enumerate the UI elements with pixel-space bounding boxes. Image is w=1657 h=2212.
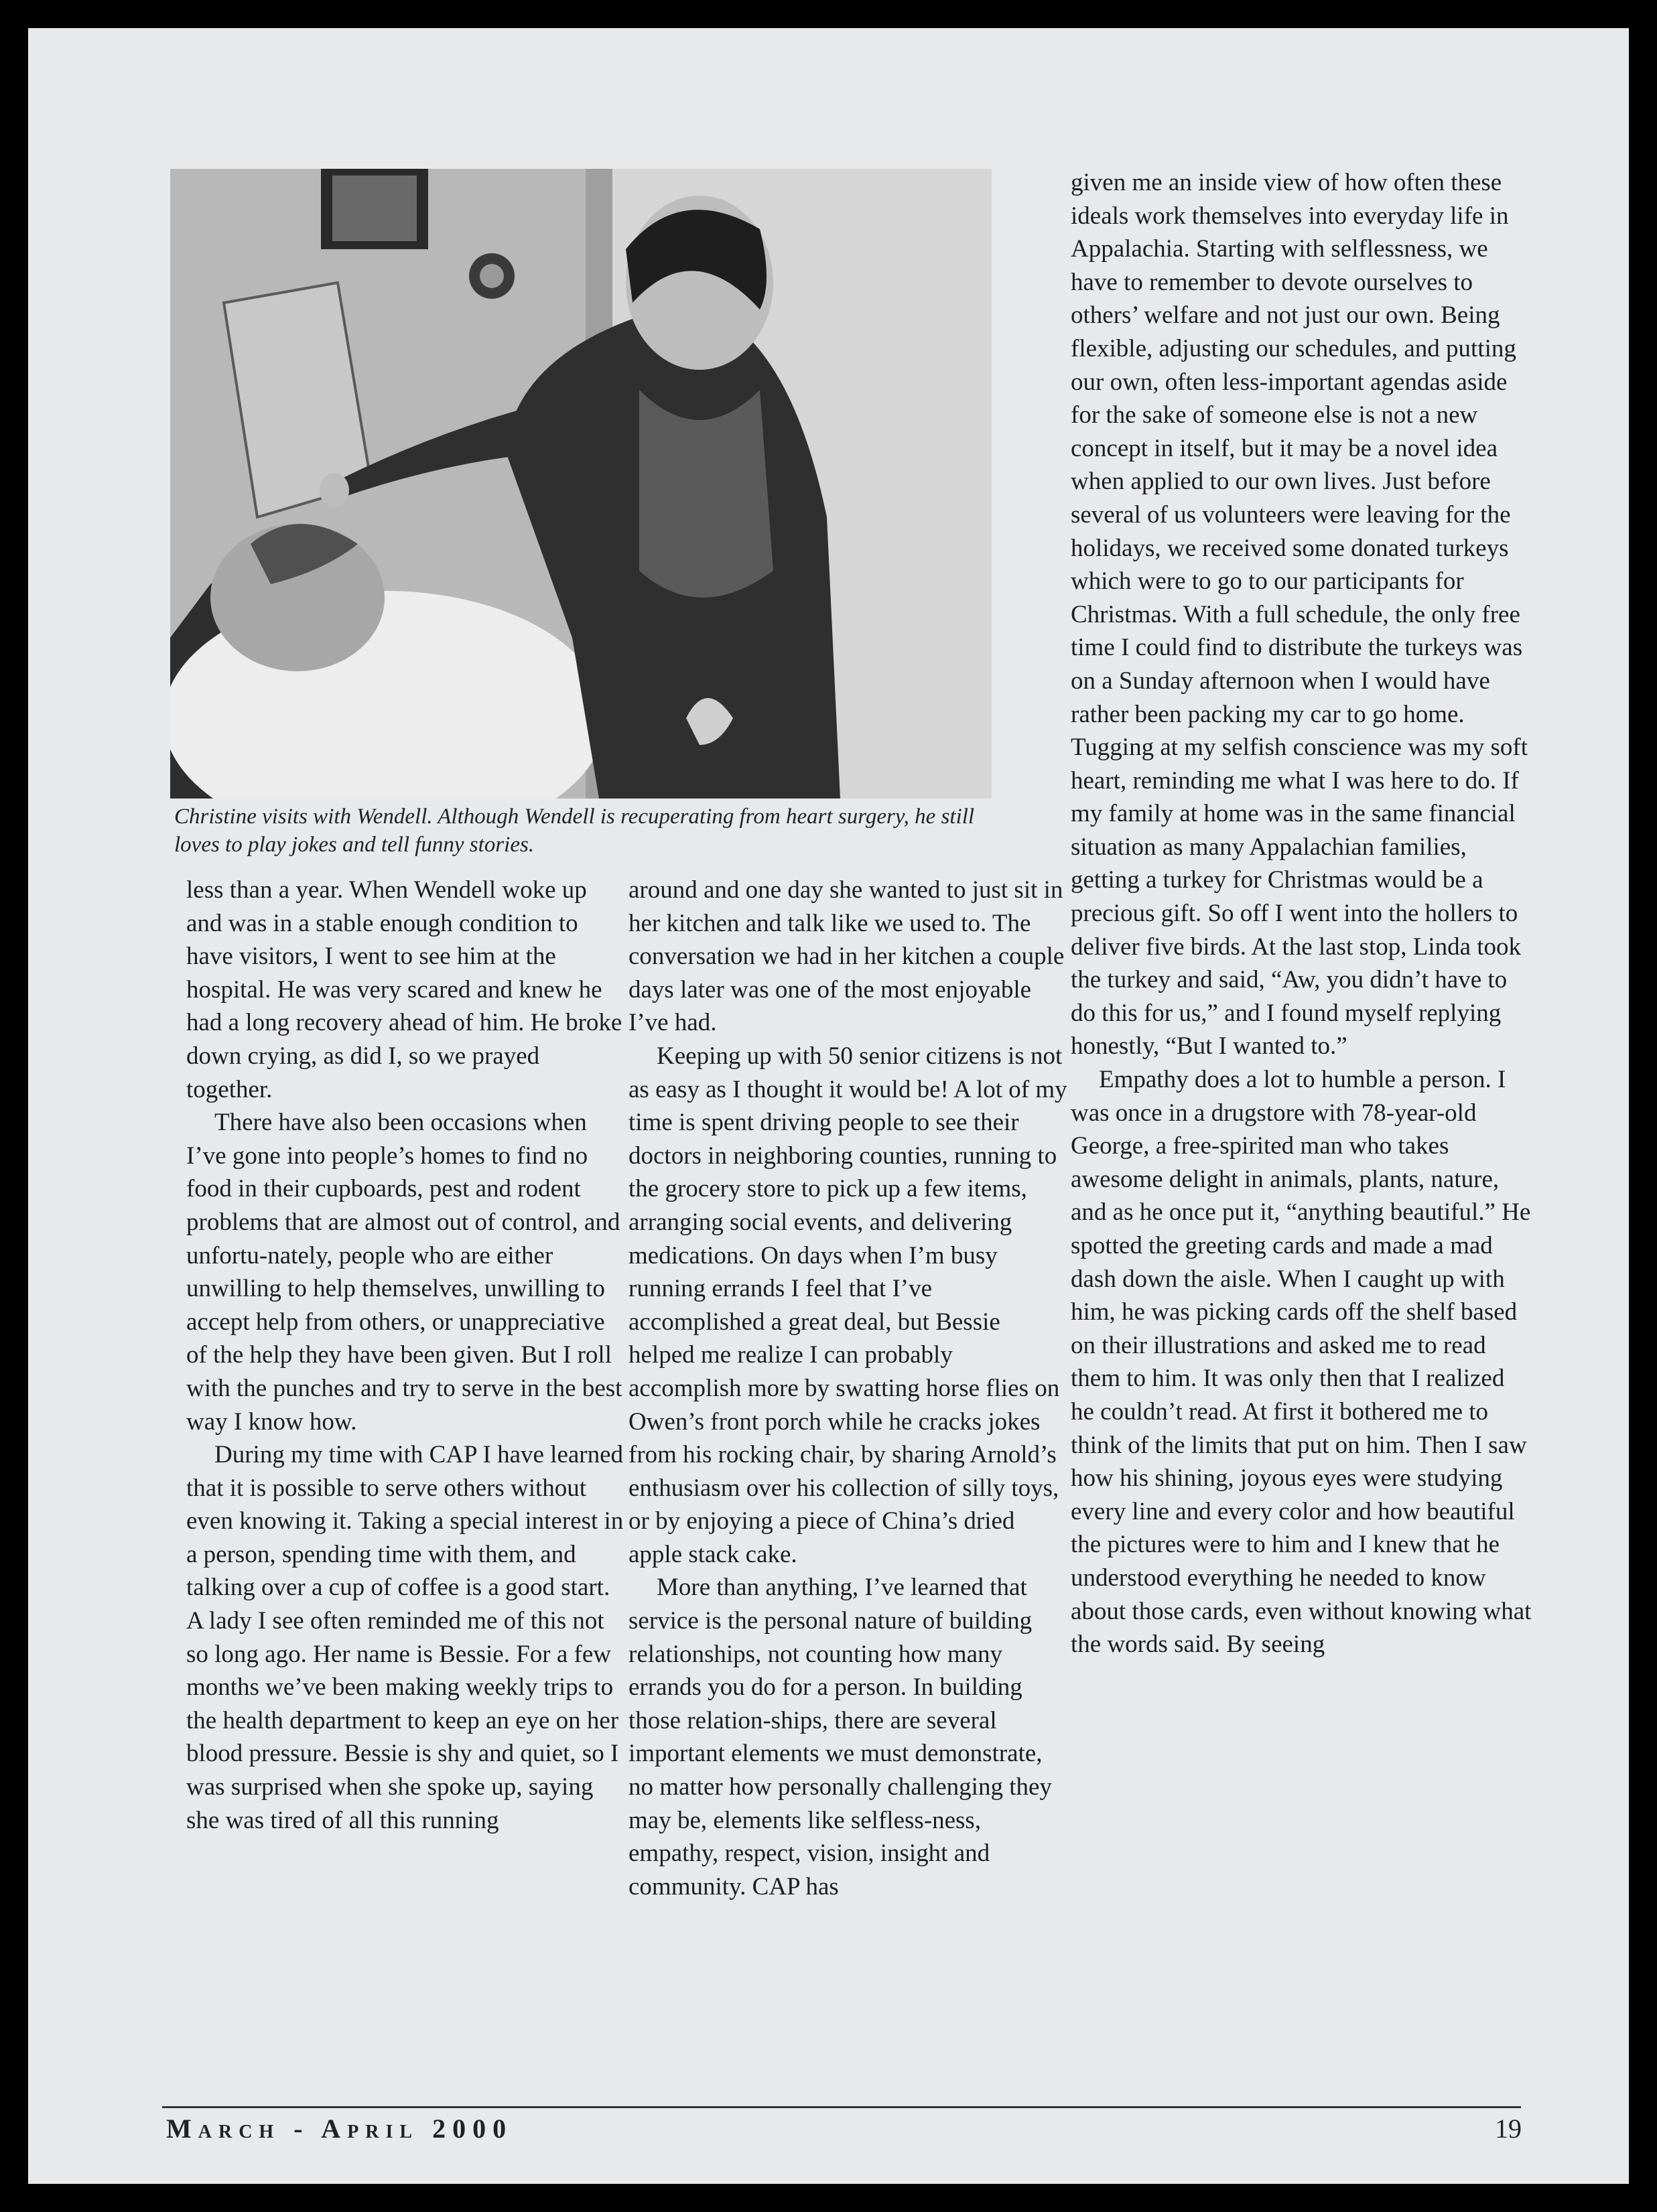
paragraph: There have also been occasions when I’ve gone into people’s homes to find no food in their cupboards, pest and rodent problems that are almost out of control, and unfortu-nately, people who are either unwilling to help themselves, unwilling to accept help from others, or unappreciative of the help they have been given. But I roll with the punches and try to serve in the best way I know how. — [186, 1109, 622, 1436]
photo-placeholder-icon — [170, 169, 992, 799]
paragraph: Empathy does a lot to humble a person. I was once in a drugstore with 78-year-old George, a free-spirited man who takes awesome delight in animals, plants, nature, and as he once put it, “anything beautiful.” He spotted the greeting cards and made a mad dash down the aisle. When I caught up with him, he was picking cards off the shelf based on their illustrations and asked me to read them to him. It was only then that I realized he couldn’t read. At first it bothered me to think of the limits that put on him. Then I saw how his shining, joyous eyes were studying every line and every color and how beautiful the pictures were to him and I knew that he understood everything he needed to know about those cards, even without knowing what the words said. By seeing — [1071, 1066, 1532, 1659]
page-number: 19 — [1495, 2114, 1522, 2144]
text-column-2 — [628, 874, 1071, 1903]
paragraph: Keeping up with 50 senior citizens is not as easy as I thought it would be! A lot of my time is spent driving people to see their doctors in neighboring counties, running to the grocery store to pick up a few items, arranging social events, and delivering medications. On days when I’m busy running errands I feel that I’ve accomplished a great deal, but Bessie helped me realize I can probably accomplish more by swatting horse flies on Owen’s front porch while he cracks jokes from his rocking chair, by sharing Arnold’s enthusiasm over his collection of silly toys, or by enjoying a piece of China’s dried apple stack cake. — [628, 1042, 1067, 1568]
article-photo — [170, 169, 992, 799]
photo-caption: Christine visits with Wendell. Although Wendell is recuperating from heart surgery, he still loves to play jokes and tell funny stories. — [174, 805, 975, 857]
paragraph: around and one day she wanted to just sit in her kitchen and talk like we used to. The conversation we had in her kitchen a couple days later was one of the most enjoyable I’ve had. — [628, 876, 1065, 1037]
issue-date: March - April 2000 — [166, 2114, 513, 2144]
paragraph: More than anything, I’ve learned that service is the personal nature of building relationships, not counting how many errands you do for a person. In building those relation-ships, there are several important elements we must demonstrate, no matter how personally challenging they may be, elements like selfless-ness, empathy, respect, vision, insight and community. CAP has — [628, 1574, 1052, 1900]
magazine-page — [28, 28, 1629, 2184]
paragraph: less than a year. When Wendell woke up and was in a stable enough condition to have visitors, I went to see him at the hospital. He was very scared and knew he had a long recovery ahead of him. He broke down crying, as did I, so we prayed together. — [186, 876, 622, 1103]
footer-rule — [162, 2106, 1521, 2108]
text-column-3 — [1071, 166, 1533, 1661]
paragraph: given me an inside view of how often these ideals work themselves into everyday life in Appalachia. Starting with selflessness, we have to remember to devote ourselves to others’ welfare and not just our own. Being flexible, adjusting our schedules, and putting our own, often less-important agendas aside for the sake of someone else is not a new concept in itself, but it may be a novel idea when applied to our own lives. Just before several of us volunteers were leaving for the holidays, we received some donated turkeys which were to go to our participants for Christmas. With a full schedule, the only free time I could find to distribute the turkeys was on a Sunday afternoon when I would have rather been packing my car to go home. Tugging at my selfish conscience was my soft heart, reminding me what I was here to do. If my family at home was in the same financial situation as many Appalachian families, getting a turkey for Christmas would be a precious gift. So off I went into the hollers to deliver five birds. At the last stop, Linda took the turkey and said, “Aw, you didn’t have to do this for us,” and I found myself replying honestly, “But I wanted to.” — [1071, 169, 1528, 1060]
paragraph: During my time with CAP I have learned that it is possible to serve others without even knowing it. Taking a special interest in a person, spending time with them, and talking over a cup of coffee is a good start. A lady I see often reminded me of this not so long ago. Her name is Bessie. For a few months we’ve been making weekly trips to the health department to keep an eye on her blood pressure. Bessie is shy and quiet, so I was surprised when she spoke up, saying she was tired of all this running — [186, 1441, 624, 1834]
text-column-1 — [186, 874, 628, 1837]
